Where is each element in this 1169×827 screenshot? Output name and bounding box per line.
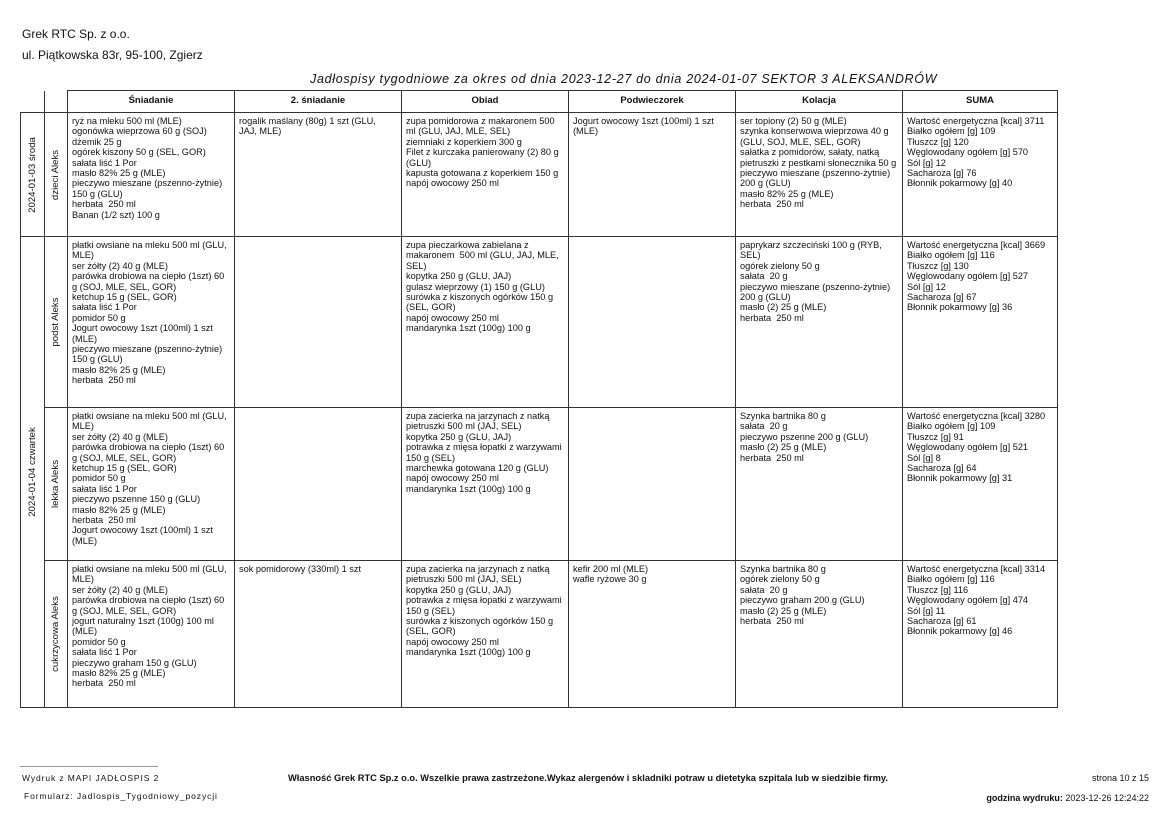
company-name: Grek RTC Sp. z o.o. bbox=[22, 27, 130, 41]
meal-cell-dinner: Szynka bartnika 80 g sałata 20 g pieczywo pszenne 200 g (GLU) masło (2) 25 g (MLE) herbata 250 ml bbox=[736, 408, 903, 561]
meal-cell-dinner: paprykarz szczeciński 100 g (RYB, SEL) ogórek zielony 50 g sałata 20 g pieczywo mieszane (pszenno-żytnie) 200 g (GLU) masło (2) 25 g (MLE) herbata 250 ml bbox=[736, 237, 903, 408]
meal-cell-breakfast: płatki owsiane na mleku 500 ml (GLU, MLE) ser żółty (2) 40 g (MLE) parówka drobiowa na ciepło (1szt) 60 g (SOJ, MLE, SEL, GOR) jogurt naturalny 1szt (100g) 100 ml (MLE) pomidor 50 g sałata liść 1 Por pieczywo graham 150 g (GLU) masło 82% 25 g (MLE) herbata 250 ml bbox=[68, 561, 235, 708]
meal-cell-dinner: ser topiony (2) 50 g (MLE) szynka konserwowa wieprzowa 40 g (GLU, SOJ, MLE, SEL, GOR) sałatka z pomidorów, sałaty, natką pietruszki z pestkami słonecznika 50 g pieczywo mieszane (pszenno-żytnie) 200 g (GLU) masło 82% 25 g (MLE) herbata 250 ml bbox=[736, 113, 903, 237]
date-cell bbox=[21, 113, 45, 237]
meal-cell-dinner: Szynka bartnika 80 g ogórek zielony 50 g sałata 20 g pieczywo graham 200 g (GLU) masło (2) 25 g (MLE) herbata 250 ml bbox=[736, 561, 903, 708]
nutrition-sum-cell: Wartość energetyczna [kcal] 3314 Białko ogółem [g] 116 Tłuszcz [g] 116 Węglowodany ogółem [g] 474 Sól [g] 11 Sacharoza [g] 61 Błonnik pokarmowy [g] 46 bbox=[903, 561, 1058, 708]
document-title: Jadłospisy tygodniowe za okres od dnia 2023-12-27 do dnia 2024-01-07 SEKTOR 3 ALEKSANDRÓW bbox=[310, 72, 938, 86]
meal-cell-second-breakfast: rogalik maślany (80g) 1 szt (GLU, JAJ, MLE) bbox=[235, 113, 402, 237]
nutrition-sum-cell: Wartość energetyczna [kcal] 3280 Białko ogółem [g] 109 Tłuszcz [g] 91 Węglowodany ogółem [g] 521 Sól [g] 8 Sacharoza [g] 64 Błonnik pokarmowy [g] 31 bbox=[903, 408, 1058, 561]
meal-cell-lunch: zupa zacierka na jarzynach z natką pietruszki 500 ml (JAJ, SEL) kopytka 250 g (GLU, JAJ) potrawka z mięsa łopatki z warzywami 150 g (SEL) surówka z kiszonych ogórków 150 g (SEL, GOR) napój owocowy 250 ml mandarynka 1szt (100g) 100 g bbox=[402, 561, 569, 708]
footer-form: Formularz: Jadlospis_Tygodniowy_pozycji bbox=[24, 791, 218, 801]
page-number: strona 10 z 15 bbox=[1091, 773, 1149, 783]
meal-cell-snack: Jogurt owocowy 1szt (100ml) 1 szt (MLE) bbox=[569, 113, 736, 237]
meal-cell-snack bbox=[569, 408, 736, 561]
col-header-breakfast: Śniadanie bbox=[68, 91, 235, 113]
print-time-value: 2023-12-26 12:24:22 bbox=[1065, 793, 1149, 803]
meal-cell-breakfast: płatki owsiane na mleku 500 ml (GLU, MLE) ser żółty (2) 40 g (MLE) parówka drobiowa na ciepło (1szt) 60 g (SOJ, MLE, SEL, GOR) ketchup 15 g (SEL, GOR) pomidor 50 g sałata liść 1 Por pieczywo pszenne 150 g (GLU) masło 82% 25 g (MLE) herbata 250 ml Jogurt owocowy 1szt (100ml) 1 szt (MLE) bbox=[68, 408, 235, 561]
diet-label: dzieci Aleks bbox=[49, 149, 61, 200]
meal-cell-lunch: zupa zacierka na jarzynach z natką pietruszki 500 ml (JAJ, SEL) kopytka 250 g (GLU, JAJ) potrawka z mięsa łopatki z warzywami 150 g (SEL) marchewka gotowana 120 g (GLU) napój owocowy 250 ml mandarynka 1szt (100g) 100 g bbox=[402, 408, 569, 561]
col-header-snack: Podwieczorek bbox=[569, 91, 736, 113]
meal-cell-snack bbox=[569, 237, 736, 408]
col-header-dinner: Kolacja bbox=[736, 91, 903, 113]
meal-cell-second-breakfast: sok pomidorowy (330ml) 1 szt bbox=[235, 561, 402, 708]
col-header-sum: SUMA bbox=[903, 91, 1058, 113]
col-header-second-breakfast: 2. śniadanie bbox=[235, 91, 402, 113]
company-info bbox=[22, 24, 203, 66]
col-header-lunch: Obiad bbox=[402, 91, 569, 113]
table-row bbox=[21, 561, 1058, 708]
diet-cell bbox=[45, 408, 68, 561]
diet-cell bbox=[45, 237, 68, 408]
footer-source: Wydruk z MAPI JADŁOSPIS 2 bbox=[22, 773, 160, 783]
diet-label: podst Aleks bbox=[49, 297, 61, 347]
meal-cell-breakfast: ryż na mleku 500 ml (MLE) ogonówka wieprzowa 60 g (SOJ) dżemik 25 g ogórek kiszony 50 g (SEL, GOR) sałata liść 1 Por masło 82% 25 g (MLE) pieczywo mieszane (pszenno-żytnie) 150 g (GLU) herbata 250 ml Banan (1/2 szt) 100 g bbox=[68, 113, 235, 237]
meal-cell-lunch: zupa pomidorowa z makaronem 500 ml (GLU, JAJ, MLE, SEL) ziemniaki z koperkiem 300 g Filet z kurczaka panierowany (2) 80 g (GLU) kapusta gotowana z koperkiem 150 g napój owocowy 250 ml bbox=[402, 113, 569, 237]
diet-cell bbox=[45, 561, 68, 708]
date-label: 2024-01-03 środa bbox=[26, 136, 38, 213]
menu-table bbox=[20, 90, 1058, 708]
company-address: ul. Piątkowska 83r, 95-100, Zgierz bbox=[22, 48, 203, 62]
meal-cell-snack: kefir 200 ml (MLE) wafle ryżowe 30 g bbox=[569, 561, 736, 708]
diet-cell bbox=[45, 113, 68, 237]
date-label: 2024-01-04 czwartek bbox=[26, 427, 38, 517]
footer-divider bbox=[20, 766, 158, 767]
nutrition-sum-cell: Wartość energetyczna [kcal] 3711 Białko ogółem [g] 109 Tłuszcz [g] 120 Węglowodany ogółem [g] 570 Sól [g] 12 Sacharoza [g] 76 Błonnik pokarmowy [g] 40 bbox=[903, 113, 1058, 237]
print-time bbox=[986, 793, 1149, 803]
diet-label: cukrzycowa Aleks bbox=[49, 596, 61, 672]
corner-cell bbox=[45, 91, 68, 113]
footer-copyright: Własność Grek RTC Sp.z o.o. Wszelkie prawa zastrzeżone.Wykaz alergenów i skladniki potraw u dietetyka szpitala lub w siedzibie firmy. bbox=[288, 773, 888, 783]
corner-cell bbox=[21, 91, 45, 113]
table-row bbox=[21, 113, 1058, 237]
date-cell bbox=[21, 237, 45, 708]
nutrition-sum-cell: Wartość energetyczna [kcal] 3669 Białko ogółem [g] 116 Tłuszcz [g] 130 Węglowodany ogółem [g] 527 Sól [g] 12 Sacharoza [g] 67 Błonnik pokarmowy [g] 36 bbox=[903, 237, 1058, 408]
table-row bbox=[21, 237, 1058, 408]
header-row bbox=[21, 91, 1058, 113]
meal-cell-lunch: zupa pieczarkowa zabielana z makaronem 500 ml (GLU, JAJ, MLE, SEL) kopytka 250 g (GLU, JAJ) gulasz wieprzowy (1) 150 g (GLU) surówka z kiszonych ogórków 150 g (SEL, GOR) napój owocowy 250 ml mandarynka 1szt (100g) 100 g bbox=[402, 237, 569, 408]
meal-cell-breakfast: płatki owsiane na mleku 500 ml (GLU, MLE) ser żółty (2) 40 g (MLE) parówka drobiowa na ciepło (1szt) 60 g (SOJ, MLE, SEL, GOR) ketchup 15 g (SEL, GOR) sałata liść 1 Por pomidor 50 g Jogurt owocowy 1szt (100ml) 1 szt (MLE) pieczywo mieszane (pszenno-żytnie) 150 g (GLU) masło 82% 25 g (MLE) herbata 250 ml bbox=[68, 237, 235, 408]
table-row bbox=[21, 408, 1058, 561]
diet-label: lekka Aleks bbox=[49, 460, 61, 508]
meal-cell-second-breakfast bbox=[235, 408, 402, 561]
meal-cell-second-breakfast bbox=[235, 237, 402, 408]
print-time-label: godzina wydruku: bbox=[986, 793, 1063, 803]
